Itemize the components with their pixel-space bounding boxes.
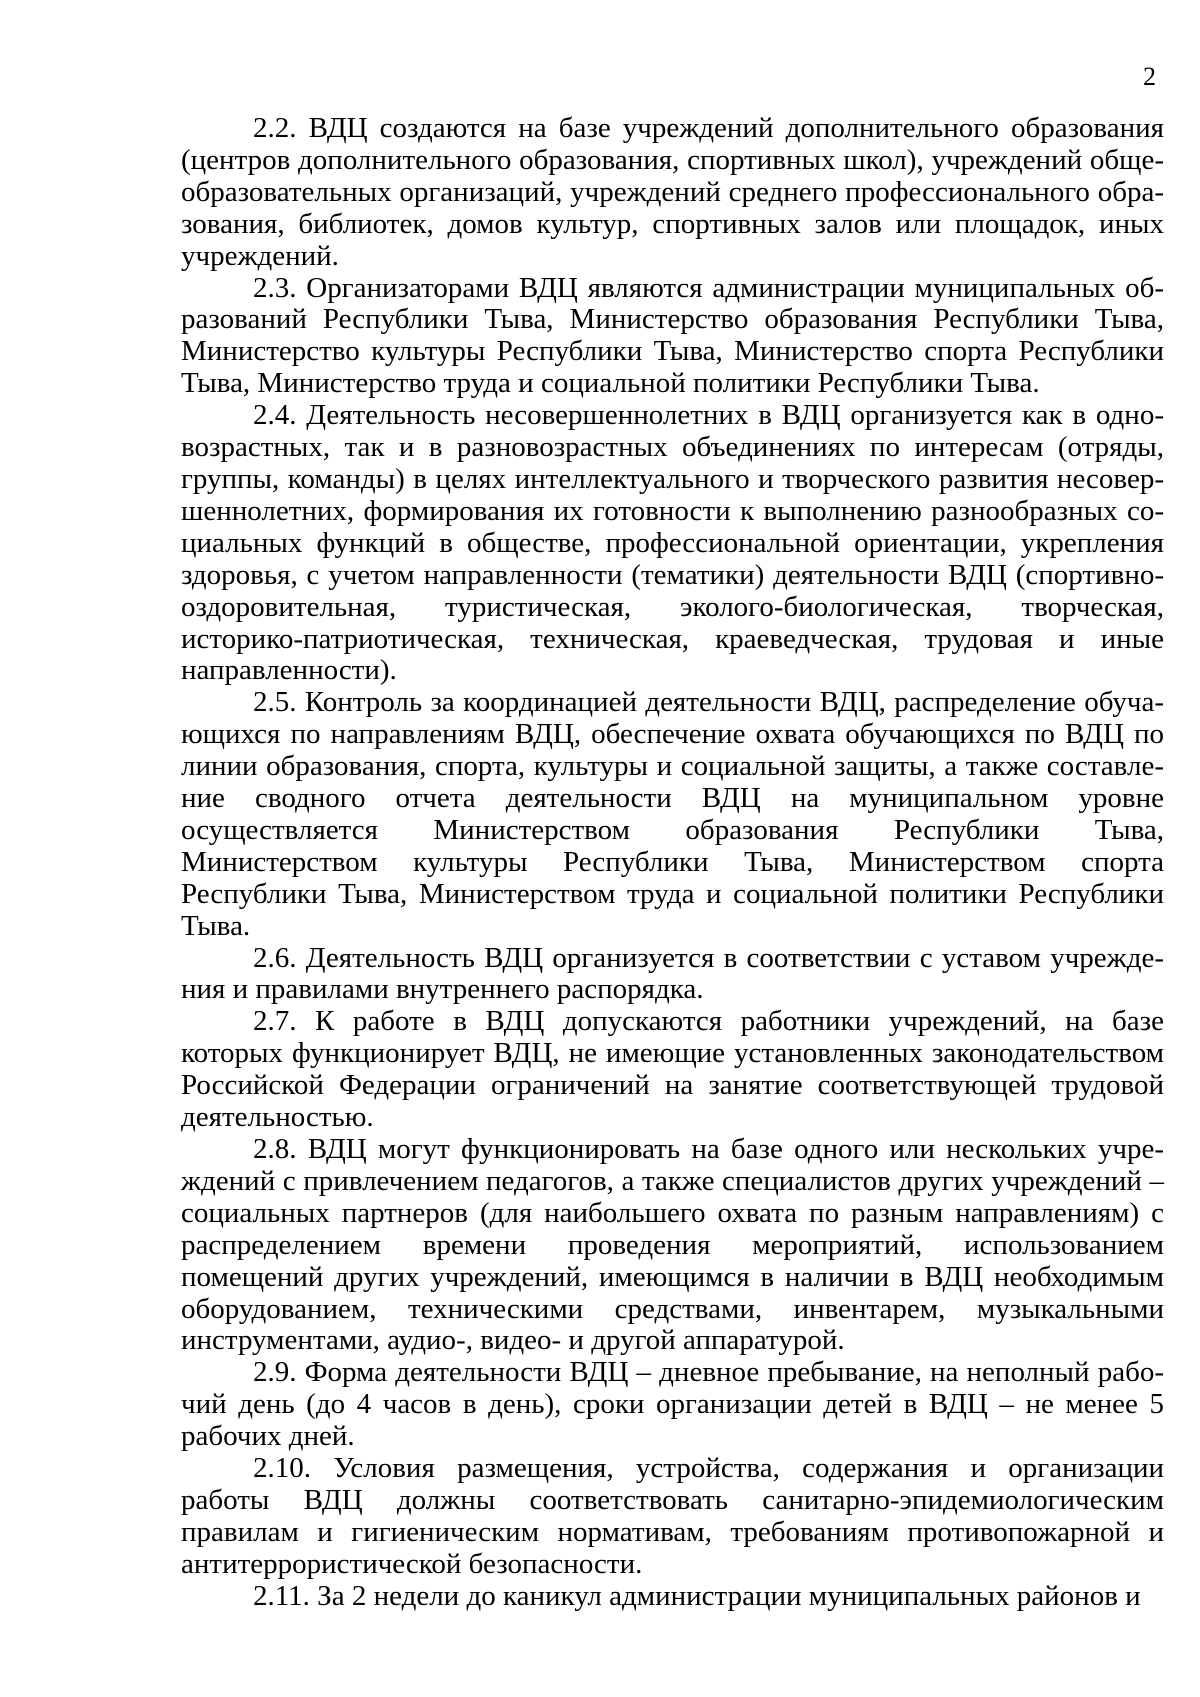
paragraph-2-9: 2.9. Форма деятельности ВДЦ – дневное пребывание, на неполный рабочий день (до 4 часов в день), сроки организации детей в ВДЦ – не менее 5 рабочих дней. bbox=[181, 1356, 1164, 1453]
paragraph-2-6: 2.6. Деятельность ВДЦ организуется в соответствии с уставом учреждения и правилами внутреннего распорядка. bbox=[181, 941, 1164, 1006]
document-body bbox=[181, 113, 1164, 1613]
paragraph-2-8: 2.8. ВДЦ могут функционировать на базе одного или нескольких учреждений с привлечением педагогов, а также специалистов других учреждений – социальных партнеров (для наибольшего охвата по разным направлениям) с распределением времени проведения мероприятий, использованием помещений других учреждений, имеющимся в наличии в ВДЦ необходимым оборудованием, техническими средствами, инвентарем, музыкальными инструментами, аудио-, видео- и другой аппаратурой. bbox=[181, 1133, 1164, 1357]
paragraph-2-11: 2.11. За 2 недели до каникул администрации муниципальных районов и bbox=[253, 1579, 1141, 1612]
page-number: 2 bbox=[1143, 62, 1156, 91]
paragraph-2-5: 2.5. Контроль за координацией деятельности ВДЦ, распределение обучающихся по направлениям ВДЦ, обеспечение охвата обучающихся по ВДЦ по линии образования, спорта, культуры и социальной защиты, а также составление сводного отчета деятельности ВДЦ на муниципальном уровне осуществляется Министерством образования Республики Тыва, Министерством культуры Республики Тыва, Министерством спорта Республики Тыва, Министерством труда и социальной политики Республики Тыва. bbox=[181, 686, 1164, 942]
paragraph-2-2: 2.2. ВДЦ создаются на базе учреждений дополнительного образования (центров дополнительного образования, спортивных школ), учреждений общеобразовательных организаций, учреждений среднего профессионального образования, библиотек, домов культур, спортивных залов или площадок, иных учреждений. bbox=[181, 112, 1164, 272]
paragraph-2-7: 2.7. К работе в ВДЦ допускаются работники учреждений, на базе которых функционирует ВДЦ, не имеющие установленных законодательством Российской Федерации ограничений на занятие соответствующей трудовой деятельностью. bbox=[181, 1005, 1164, 1134]
paragraph-2-10: 2.10. Условия размещения, устройства, содержания и организации работы ВДЦ должны соответствовать санитарно-эпидемиологическим правилам и гигиеническим нормативам, требованиям противопожарной и антитеррористической безопасности. bbox=[181, 1452, 1164, 1580]
paragraph-2-4: 2.4. Деятельность несовершеннолетних в ВДЦ организуется как в одновозрастных, так и в разновозрастных объединениях по интересам (отряды, группы, команды) в целях интеллектуального и творческого развития несовершеннолетних, формирования их готовности к выполнению разнообразных социальных функций в обществе, профессиональной ориентации, укрепления здоровья, с учетом направленности (тематики) деятельности ВДЦ (спортивно-оздоровительная, туристическая, эколого-биологическая, творческая, историко-патриотическая, техническая, краеведческая, трудовая и иные направленности). bbox=[181, 399, 1164, 687]
paragraph-2-3: 2.3. Организаторами ВДЦ являются администрации муниципальных образований Республики Тыва, Министерство образования Республики Тыва, Министерство культуры Республики Тыва, Министерство спорта Республики Тыва, Министерство труда и социальной политики Республики Тыва. bbox=[181, 271, 1164, 400]
